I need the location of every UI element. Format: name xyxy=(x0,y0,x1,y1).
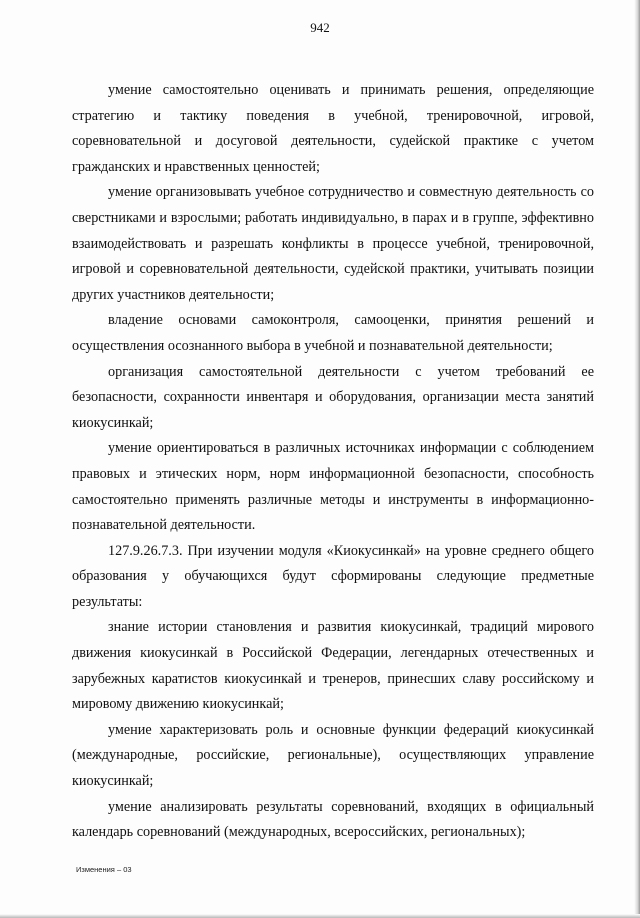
scan-edge-shadow xyxy=(634,0,640,918)
scan-bottom-edge xyxy=(0,914,640,918)
document-body xyxy=(72,78,594,846)
paragraph: владение основами самоконтроля, самооценки, принятия решений и осуществления осознанного выбора в учебной и познавательной деятельности; xyxy=(72,312,594,354)
paragraph: знание истории становления и развития киокусинкай, традиций мирового движения киокусинкай в Российской Федерации, легендарных отечественных и зарубежных каратистов киокусинкай и тренеров, принесших славу российскому и мировому движению киокусинкай; xyxy=(72,619,594,713)
paragraph: организация самостоятельной деятельности с учетом требований ее безопасности, сохранности инвентаря и оборудования, организации места занятий киокусинкай; xyxy=(72,363,594,431)
page-number: 942 xyxy=(310,20,330,35)
paragraph: умение характеризовать роль и основные функции федераций киокусинкай (международные, российские, региональные), осуществляющих управление киокусинкай; xyxy=(72,721,594,790)
revision-footer: Изменения – 03 xyxy=(76,865,132,874)
paragraph: 127.9.26.7.3. При изучении модуля «Киокусинкай» на уровне среднего общего образования у обучающихся будут сформированы следующие предметные результаты: xyxy=(72,542,594,610)
paragraph: умение самостоятельно оценивать и принимать решения, определяющие стратегию и тактику поведения в учебной, тренировочной, игровой, соревновательной и досуговой деятельности, судейской практике с учетом гражданских и нравственных ценностей; xyxy=(72,82,594,175)
paragraph: умение организовывать учебное сотрудничество и совместную деятельность со сверстниками и взрослыми; работать индивидуально, в парах и в группе, эффективно взаимодействовать и разрешать конфликты в процессе учебной, тренировочной, игровой и соревновательной деятельности, судейской практики, учитывать позиции других участников деятельности; xyxy=(72,184,594,303)
paragraph: умение анализировать результаты соревнований, входящих в официальный календарь соревнований (международных, всероссийских, региональных); xyxy=(72,798,594,841)
paragraph: умение ориентироваться в различных источниках информации с соблюдением правовых и этических норм, норм информационной безопасности, способность самостоятельно применять различные методы и инструменты в информационно-познавательной деятельности. xyxy=(72,440,594,534)
